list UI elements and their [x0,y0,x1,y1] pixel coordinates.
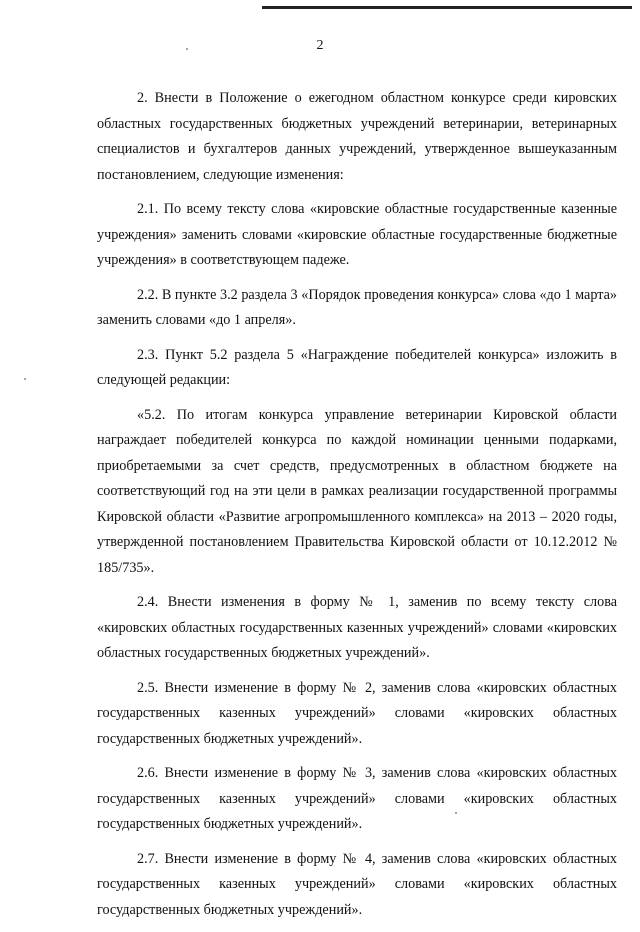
scan-speck [455,812,457,814]
paragraph-item-2-5: 2.5. Внести изменение в форму № 2, заменив слова «кировских областных государственных казенных учреждений» словами «кировских областных государственных бюджетных учреждений». [97,679,617,747]
paragraph-item-2-6: 2.6. Внести изменение в форму № 3, заменив слова «кировских областных государственных казенных учреждений» словами «кировских областных государственных бюджетных учреждений». [97,765,617,832]
paragraph-item-2-2: 2.2. В пункте 3.2 раздела 3 «Порядок проведения конкурса» слова «до 1 марта» заменить словами «до 1 апреля». [97,286,617,328]
scan-speck [186,48,188,50]
page-number: 2 [316,38,324,53]
document-body [97,86,617,932]
top-border-line [262,6,632,9]
paragraph-item-2-1: 2.1. По всему тексту слова «кировские областные государственные казенные учреждения» заменить словами «кировские областные государственные бюджетные учреждения» в соответствующем падеже. [97,201,617,268]
paragraph-quoted-5-2: «5.2. По итогам конкурса управление ветеринарии Кировской области награждает победителей конкурса по каждой номинации ценными подарками, приобретаемыми за счет средств, предусмотренных в областном бюджете на соответствующий год на эти цели в рамках реализации государственной программы Кировской области «Развитие агропромышленного комплекса» на 2013 – 2020 годы, утвержденной постановлением Правительства Кировской области от 10.12.2012 № 185/735». [97,406,617,576]
paragraph-item-2: 2. Внести в Положение о ежегодном областном конкурсе среди кировских областных государственных бюджетных учреждений ветеринарии, ветеринарных специалистов и бухгалтеров данных учреждений, утвержденное вышеуказанным постановлением, следующие изменения: [97,90,617,183]
scan-speck [24,378,26,380]
paragraph-item-2-4: 2.4. Внести изменения в форму № 1, заменив по всему тексту слова «кировских областных государственных казенных учреждений» словами «кировских областных государственных бюджетных учреждений». [97,594,617,661]
paragraph-item-2-7: 2.7. Внести изменение в форму № 4, заменив слова «кировских областных государственных казенных учреждений» словами «кировских областных государственных бюджетных учреждений». [97,850,617,918]
paragraph-item-2-3: 2.3. Пункт 5.2 раздела 5 «Награждение победителей конкурса» изложить в следующей редакции: [97,346,617,388]
